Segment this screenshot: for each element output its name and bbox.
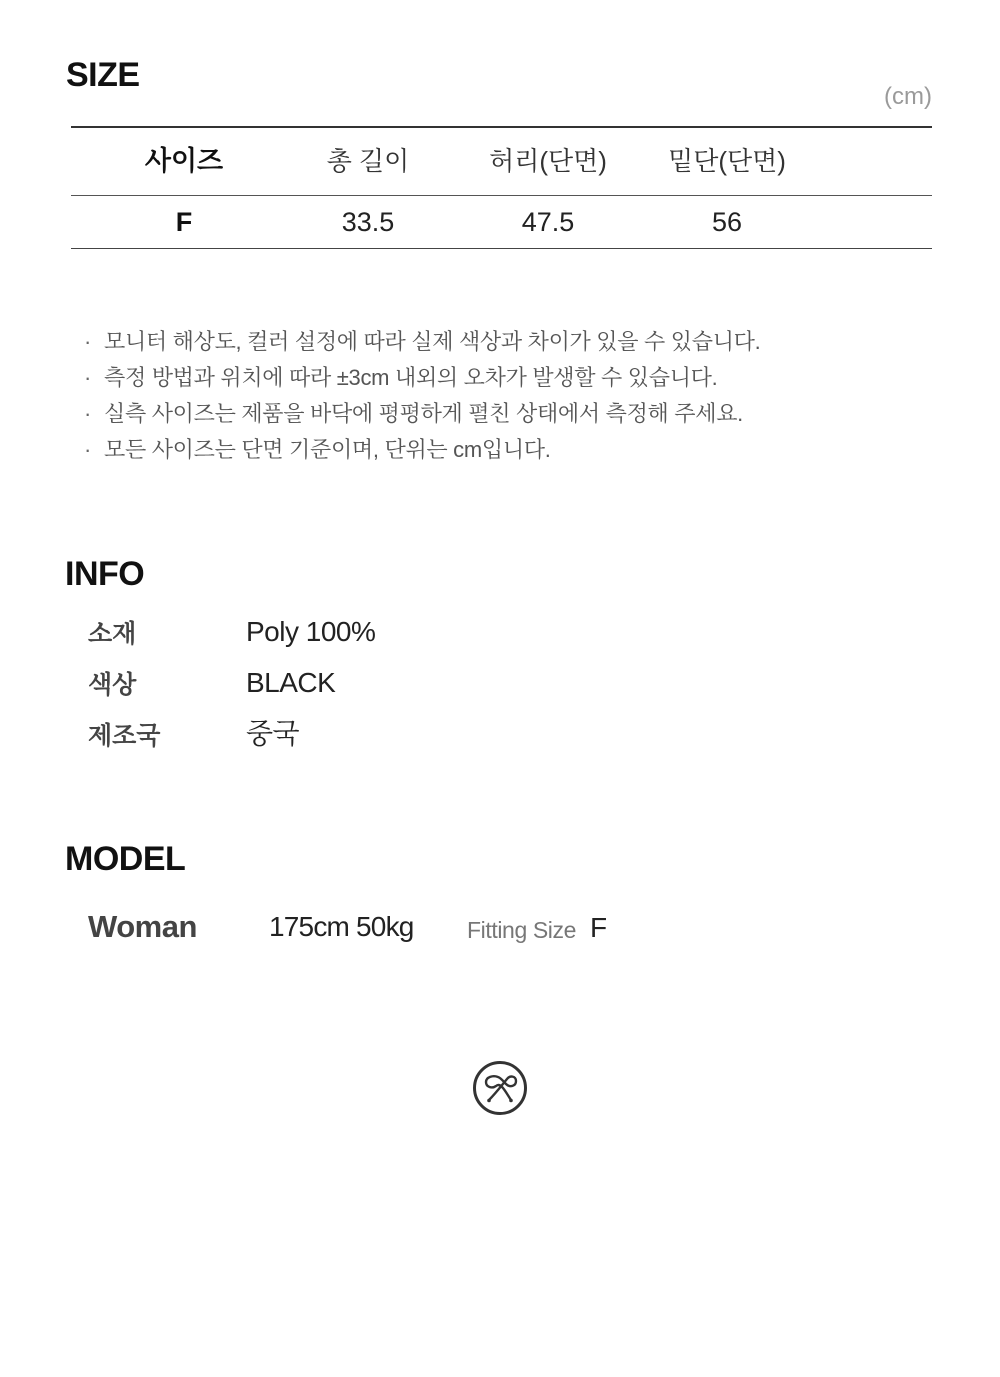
fitting-size-label: Fitting Size: [467, 917, 576, 943]
table-bottom-rule: [71, 248, 932, 249]
info-value: BLACK: [246, 667, 336, 698]
row-total-length-value: 33.5: [341, 207, 395, 237]
bullet-dot: ·: [84, 365, 92, 390]
note-item: [84, 328, 760, 364]
bullet-dot: ·: [84, 437, 92, 462]
info-label: 제조국: [88, 722, 161, 750]
row-size-value: F: [175, 207, 193, 237]
table-top-rule: [71, 126, 932, 128]
header-hem: 밑단(단면): [668, 146, 786, 176]
info-list: [88, 617, 688, 770]
info-row-material: [88, 617, 688, 668]
brand-logo-icon: [472, 1060, 528, 1116]
note-text: 실측 사이즈는 제품을 바닥에 평평하게 펼친 상태에서 측정해 주세요.: [104, 401, 743, 426]
info-row-origin: [88, 719, 688, 770]
header-total-length: 총 길이: [326, 146, 410, 176]
note-text: 측정 방법과 위치에 따라 ±3cm 내외의 오차가 발생할 수 있습니다.: [104, 365, 718, 390]
unit-label: (cm): [884, 83, 932, 110]
info-value: Poly 100%: [246, 616, 376, 647]
info-label: 소재: [88, 620, 137, 648]
note-item: [84, 400, 760, 436]
note-item: [84, 364, 760, 400]
note-text: 모든 사이즈는 단면 기준이며, 단위는 cm입니다.: [104, 437, 551, 462]
header-waist: 허리(단면): [489, 146, 607, 176]
model-measurements: 175cm 50kg: [269, 911, 414, 942]
row-hem-value: 56: [711, 207, 743, 237]
table-header-rule: [71, 195, 932, 196]
note-item: [84, 436, 760, 472]
fitting-size-value: F: [590, 912, 608, 943]
bullet-dot: ·: [84, 401, 92, 426]
bullet-dot: ·: [84, 329, 92, 354]
model-section-title: MODEL: [65, 840, 186, 878]
row-waist-value: 47.5: [521, 207, 575, 237]
info-section-title: INFO: [65, 555, 145, 593]
info-row-color: [88, 668, 688, 719]
size-notes-list: [84, 328, 760, 472]
model-gender: Woman: [88, 909, 197, 944]
info-value: 중국: [246, 718, 300, 749]
note-text: 모니터 해상도, 컬러 설정에 따라 실제 색상과 차이가 있을 수 있습니다.: [104, 329, 761, 354]
info-label: 색상: [88, 671, 137, 699]
header-size: 사이즈: [144, 146, 224, 176]
model-info-row: [88, 908, 788, 948]
size-section-title: SIZE: [66, 56, 140, 94]
